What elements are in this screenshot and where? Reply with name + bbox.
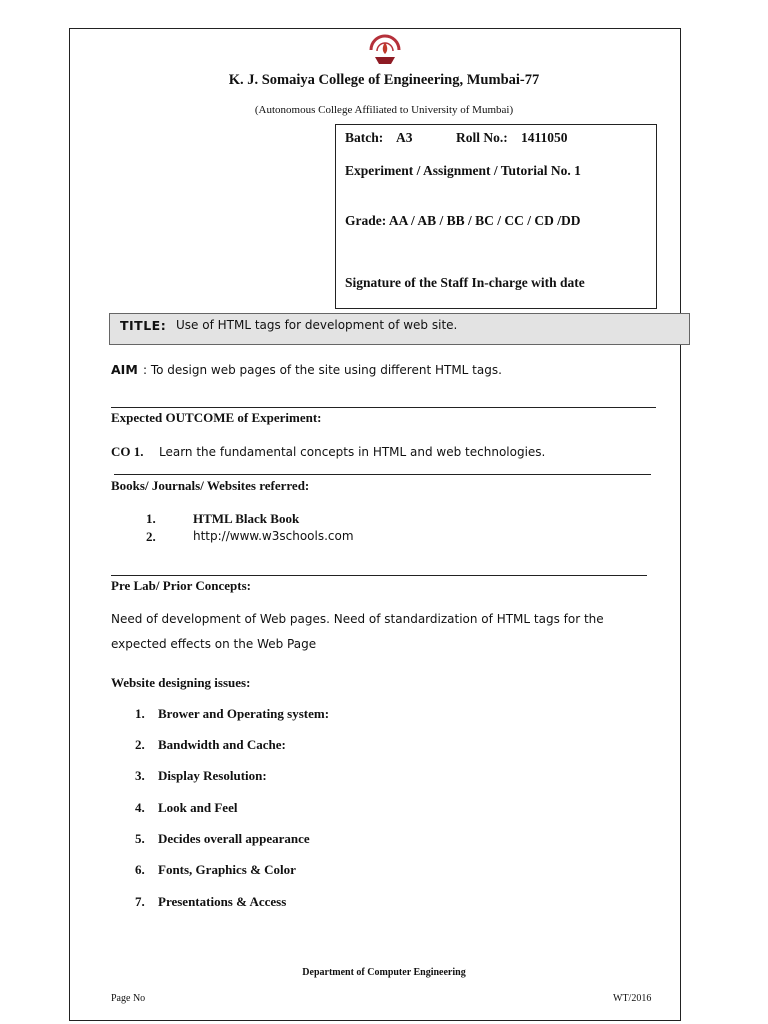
footer-code: WT/2016	[613, 993, 652, 1004]
issue-num-2: 2.	[135, 737, 145, 752]
aim-label: AIM	[111, 362, 138, 377]
issue-item-5: Decides overall appearance	[158, 831, 310, 846]
roll-label: Roll No.:	[456, 130, 508, 145]
title-label: TITLE:	[120, 318, 167, 333]
roll-value: 1411050	[521, 130, 568, 145]
issue-item-7: Presentations & Access	[158, 894, 287, 909]
co-text: Learn the fundamental concepts in HTML and web technologies.	[159, 445, 546, 459]
issues-heading: Website designing issues:	[111, 675, 251, 690]
book-title-1: HTML Black Book	[193, 511, 300, 526]
info-box	[335, 124, 657, 309]
issue-num-7: 7.	[135, 894, 145, 909]
prelab-heading: Pre Lab/ Prior Concepts:	[111, 578, 251, 593]
divider-3	[111, 575, 647, 576]
divider-1	[111, 407, 656, 408]
experiment-number: Experiment / Assignment / Tutorial No. 1	[345, 163, 581, 178]
book-num-1: 1.	[146, 511, 156, 526]
issue-num-6: 6.	[135, 862, 145, 877]
college-name: K. J. Somaiya College of Engineering, Mumbai-77	[228, 72, 540, 88]
title-text: Use of HTML tags for development of web site.	[176, 318, 458, 332]
batch-label: Batch:	[345, 130, 384, 145]
issue-item-6: Fonts, Graphics & Color	[158, 862, 296, 877]
divider-2	[114, 474, 651, 475]
book-num-2: 2.	[146, 529, 156, 544]
books-heading: Books/ Journals/ Websites referred:	[111, 478, 310, 493]
somaiya-logo	[367, 34, 403, 70]
prelab-line-1: Need of development of Web pages. Need of standardization of HTML tags for the	[111, 612, 604, 626]
issue-num-5: 5.	[135, 831, 145, 846]
footer-department: Department of Computer Engineering	[302, 967, 466, 978]
signature-line: Signature of the Staff In-charge with date	[345, 275, 585, 290]
book-link-2[interactable]: http://www.w3schools.com	[193, 529, 354, 543]
title-box	[109, 313, 690, 345]
issue-num-3: 3.	[135, 768, 145, 783]
grade-scale: Grade: AA / AB / BB / BC / CC / CD /DD	[345, 213, 581, 228]
issue-item-4: Look and Feel	[158, 800, 238, 815]
aim-text: : To design web pages of the site using different HTML tags.	[143, 363, 502, 377]
outcome-heading: Expected OUTCOME of Experiment:	[111, 410, 322, 425]
issue-item-1: Brower and Operating system:	[158, 706, 330, 721]
issue-num-1: 1.	[135, 706, 145, 721]
issue-item-3: Display Resolution:	[158, 768, 267, 783]
affiliation-note: (Autonomous College Affiliated to University of Mumbai)	[254, 104, 514, 116]
issue-num-4: 4.	[135, 800, 145, 815]
footer-page: Page No	[111, 993, 146, 1004]
co-label: CO 1.	[111, 444, 144, 459]
prelab-line-2: expected effects on the Web Page	[111, 637, 317, 651]
issue-item-2: Bandwidth and Cache:	[158, 737, 286, 752]
batch-value: A3	[396, 130, 413, 145]
